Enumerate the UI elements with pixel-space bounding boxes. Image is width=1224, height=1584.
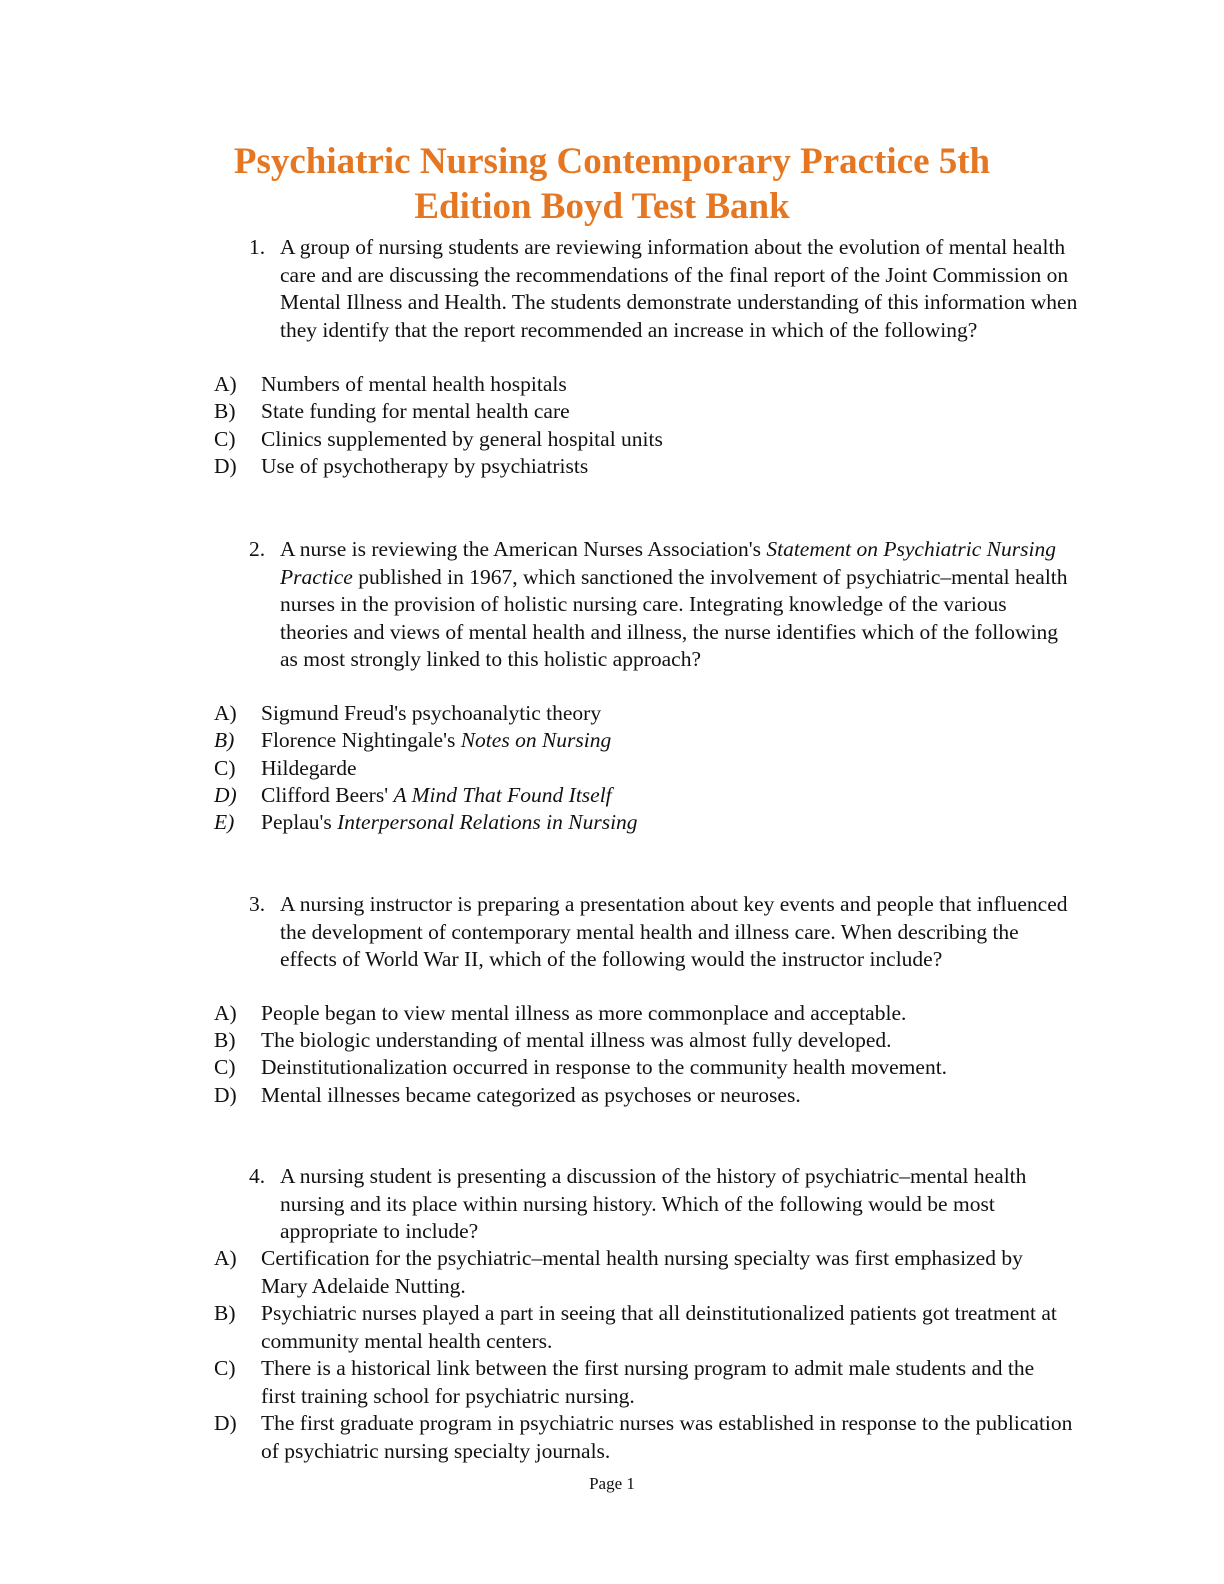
- option-letter: B): [214, 728, 235, 752]
- option-text-italic: Notes on Nursing: [460, 728, 612, 752]
- question-1-option-d: [214, 453, 1074, 481]
- question-1-option-a: [214, 371, 1074, 399]
- question-3-option-a: [214, 1000, 1074, 1028]
- option-text: Psychiatric nurses played a part in seeing that all deinstitutionalized patients got treatment at community mental health centers.: [261, 1301, 1057, 1353]
- option-letter: B): [214, 399, 236, 423]
- option-text: Numbers of mental health hospitals: [261, 372, 567, 396]
- option-text: Sigmund Freud's psychoanalytic theory: [261, 701, 602, 725]
- question-3-option-c: [214, 1054, 1074, 1082]
- option-letter: C): [214, 756, 236, 780]
- option-text: State funding for mental health care: [261, 399, 570, 423]
- option-letter: D): [214, 1083, 237, 1107]
- option-text: The first graduate program in psychiatric nurses was established in response to the publication of psychiatric nursing specialty journals.: [261, 1411, 1073, 1463]
- option-letter: A): [214, 1246, 237, 1270]
- question-3-text: A nursing instructor is preparing a presentation about key events and people that influenced the development of contemporary mental health and illness care. When describing the effects of World War II, which of the following would the instructor include?: [280, 892, 1068, 971]
- option-text: [261, 782, 1074, 810]
- question-2-option-d: [214, 782, 1074, 810]
- question-1-text: A group of nursing students are reviewing information about the evolution of mental health care and are discussing the recommendations of the final report of the Joint Commission on Mental Illness and Health. The students demonstrate understanding of this information when they identify that the report recommended an increase in which of the following?: [280, 235, 1078, 342]
- option-text-italic: A Mind That Found Itself: [393, 783, 612, 807]
- option-letter: E): [214, 810, 235, 834]
- option-text: Hildegarde: [261, 756, 357, 780]
- option-letter: C): [214, 1055, 236, 1079]
- question-1-stem: [249, 234, 1080, 344]
- question-4-stem: [249, 1163, 1080, 1246]
- option-letter: B): [214, 1301, 236, 1325]
- option-letter: A): [214, 701, 237, 725]
- question-2-text-post: published in 1967, which sanctioned the involvement of psychiatric–mental health nurses in the provision of holistic nursing care. Integrating knowledge of the various theories and views of mental health and illness, the nurse identifies which of the following as most strongly linked to this holistic approach?: [280, 564, 1068, 671]
- question-2-option-a: [214, 700, 1074, 728]
- option-text: Use of psychotherapy by psychiatrists: [261, 454, 589, 478]
- question-2-option-c: [214, 755, 1074, 783]
- option-text: Certification for the psychiatric–mental health nursing specialty was first emphasized by Mary Adelaide Nutting.: [261, 1246, 1023, 1298]
- option-letter: C): [214, 1356, 236, 1380]
- page-number: Page 1: [589, 1474, 635, 1493]
- option-letter: D): [214, 454, 237, 478]
- question-4-option-a: [214, 1245, 1074, 1300]
- option-letter: D): [214, 1411, 237, 1435]
- question-1-option-c: [214, 426, 1074, 454]
- option-text: [261, 727, 1074, 755]
- question-1-option-b: [214, 398, 1074, 426]
- option-text-italic: Interpersonal Relations in Nursing: [337, 810, 638, 834]
- question-4-number: 4.: [249, 1164, 266, 1188]
- option-text-plain: Peplau's: [261, 810, 338, 834]
- question-2-option-e: [214, 809, 1074, 837]
- option-text: [261, 809, 1074, 837]
- option-text: Clinics supplemented by general hospital units: [261, 427, 663, 451]
- option-text: People began to view mental illness as more commonplace and acceptable.: [261, 1001, 907, 1025]
- question-4-option-d: [214, 1410, 1074, 1465]
- option-text: Deinstitutionalization occurred in response to the community health movement.: [261, 1055, 948, 1079]
- question-2-option-b: [214, 727, 1074, 755]
- question-2-text-italic: Statement on Psychiatric Nursing Practice: [280, 537, 1056, 589]
- option-text-plain: Florence Nightingale's: [261, 728, 461, 752]
- document-title-line-2: Edition Boyd Test Bank: [414, 186, 790, 227]
- question-3-option-b: [214, 1027, 1074, 1055]
- option-letter: A): [214, 1001, 237, 1025]
- question-4-text: A nursing student is presenting a discussion of the history of psychiatric–mental health nursing and its place within nursing history. Which of the following would be most appropriate to include?: [280, 1164, 1027, 1243]
- question-2-text-pre: A nurse is reviewing the American Nurses Association's: [280, 537, 767, 561]
- option-text: There is a historical link between the first nursing program to admit male students and the first training school for psychiatric nursing.: [261, 1356, 1035, 1408]
- question-3-option-d: [214, 1082, 1074, 1110]
- option-text: Mental illnesses became categorized as psychoses or neuroses.: [261, 1083, 801, 1107]
- document-title-line-1: Psychiatric Nursing Contemporary Practice 5th: [233, 141, 991, 182]
- question-3-stem: [249, 891, 1080, 974]
- question-2-number: 2.: [249, 537, 266, 561]
- option-text: The biologic understanding of mental illness was almost fully developed.: [261, 1028, 892, 1052]
- question-4-option-b: [214, 1300, 1074, 1355]
- question-3-number: 3.: [249, 892, 266, 916]
- option-letter: B): [214, 1028, 236, 1052]
- option-letter: D): [214, 783, 237, 807]
- question-1-number: 1.: [249, 235, 266, 259]
- option-text-plain: Clifford Beers': [261, 783, 394, 807]
- option-letter: A): [214, 372, 237, 396]
- option-letter: C): [214, 427, 236, 451]
- question-2-stem: [249, 536, 1080, 674]
- question-4-option-c: [214, 1355, 1074, 1410]
